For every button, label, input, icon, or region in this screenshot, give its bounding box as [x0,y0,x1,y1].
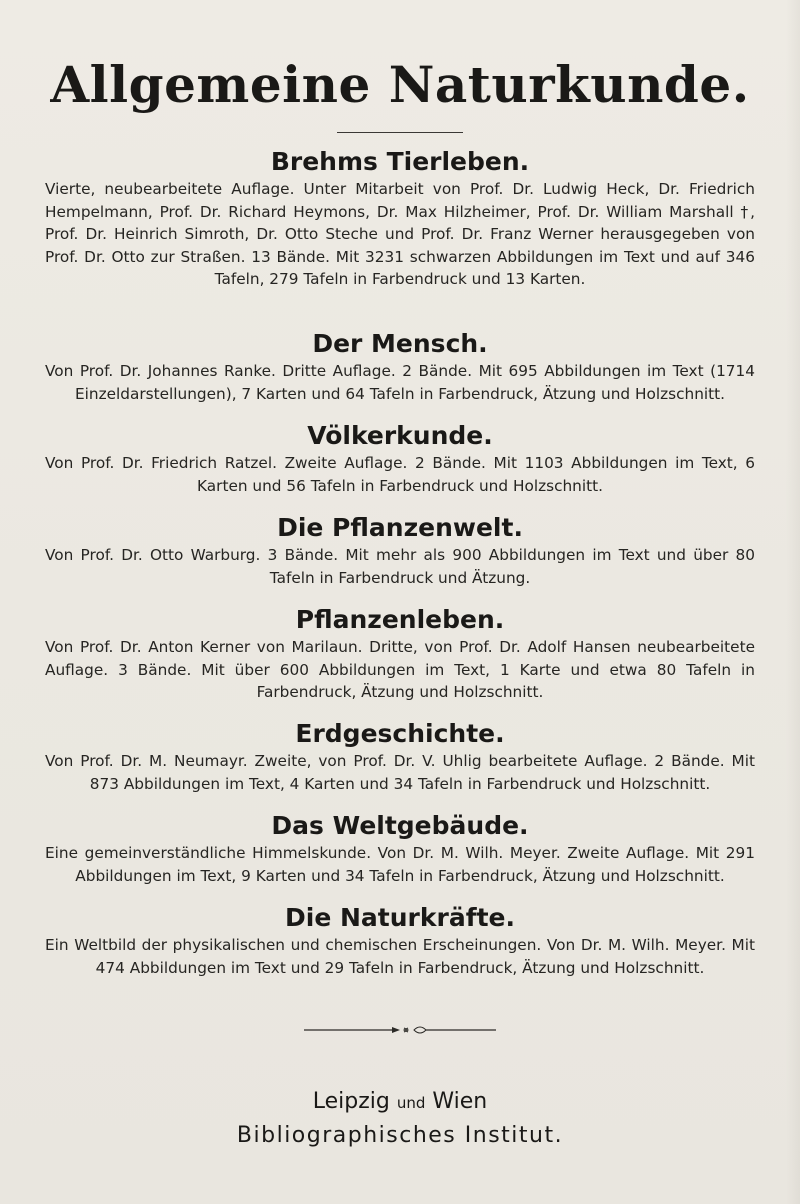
publisher-name: Bibliographisches Institut. [236,1123,564,1148]
city-wien: Wien [432,1089,488,1114]
book-title: Pflanzenleben. [295,605,505,634]
book-title: Der Mensch. [312,329,488,358]
book-entry [0,810,800,887]
book-title: Das Weltgebäude. [271,811,529,840]
conjunction: und [396,1094,426,1112]
book-description: Von Prof. Dr. Friedrich Ratzel. Zweite Auflage. 2 Bände. Mit 1103 Abbildungen im Text, 6 Karten und 56 Tafeln in Farbendruck und Holzschnitt. [45,454,755,495]
book-entry [0,604,800,704]
book-title: Die Naturkräfte. [285,903,515,932]
book-entry [0,512,800,589]
book-entry [0,902,800,979]
book-entry [0,718,800,795]
city-leipzig: Leipzig [312,1089,390,1114]
book-description: Eine gemeinverständliche Himmelskunde. Von Dr. M. Wilh. Meyer. Zweite Auflage. Mit 291 Abbildungen im Text, 9 Karten und 34 Tafeln in Farbendruck, Ätzung und Holzschnitt. [45,844,755,885]
book-description: Von Prof. Dr. Anton Kerner von Marilaun. Dritte, von Prof. Dr. Adolf Hansen neubearbeitete Auflage. 3 Bände. Mit über 600 Abbildungen im Text, 1 Karte und etwa 80 Tafeln in Farbendruck, Ätzung und Holzschnitt. [45,638,755,701]
book-description: Von Prof. Dr. Johannes Ranke. Dritte Auflage. 2 Bände. Mit 695 Abbildungen im Text (1714 Einzeldarstellungen), 7 Karten und 64 Tafeln in Farbendruck, Ätzung und Holzschnitt. [45,362,755,403]
title-divider [337,132,463,133]
book-title: Die Pflanzenwelt. [277,513,523,542]
page-title: Allgemeine Naturkunde. [50,55,750,114]
book-entry [0,420,800,497]
book-description: Von Prof. Dr. M. Neumayr. Zweite, von Prof. Dr. V. Uhlig bearbeitete Auflage. 2 Bände. Mit 873 Abbildungen im Text, 4 Karten und 34 Tafeln in Farbendruck und Holzschnitt. [45,752,755,793]
publisher-place [0,1088,800,1117]
book-title: Brehms Tierleben. [270,147,530,176]
book-description: Vierte, neubearbeitete Auflage. Unter Mitarbeit von Prof. Dr. Ludwig Heck, Dr. Friedrich Hempelmann, Prof. Dr. Richard Heymons, Dr. Max Hilzheimer, Prof. Dr. William Marshall †, Prof. Dr. Heinrich Simroth, Dr. Otto Steche und Prof. Dr. Franz Werner herausgegeben von Prof. Dr. Otto zur Straßen. 13 Bände. Mit 3231 schwarzen Abbildungen im Text und auf 346 Tafeln, 279 Tafeln in Farbendruck und 13 Karten. [45,180,755,288]
book-entry [0,328,800,405]
book-description: Von Prof. Dr. Otto Warburg. 3 Bände. Mit mehr als 900 Abbildungen im Text und über 80 Tafeln in Farbendruck und Ätzung. [45,546,755,587]
book-title: Erdgeschichte. [295,719,505,748]
book-title: Völkerkunde. [307,421,493,450]
book-description: Ein Weltbild der physikalischen und chemischen Erscheinungen. Von Dr. M. Wilh. Meyer. Mit 474 Abbildungen im Text und 29 Tafeln in Farbendruck, Ätzung und Holzschnitt. [45,936,755,977]
ornament-divider [300,1024,500,1036]
book-entry [0,146,800,291]
